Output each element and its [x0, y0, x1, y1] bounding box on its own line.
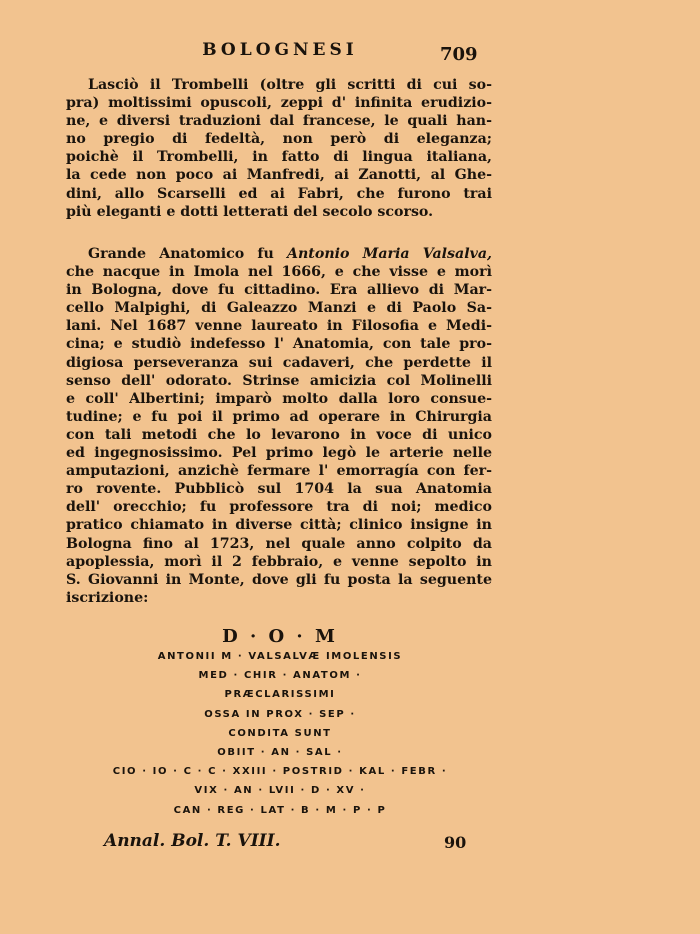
text-line: senso dell' odorato. Strinse amicizia col Molinelli — [66, 372, 492, 389]
text-line: ed ingegnosissimo. Pel primo legò le arterie nelle — [66, 445, 492, 462]
text-line: iscrizione: — [66, 589, 149, 606]
text-line: Bologna fino al 1723, nel quale anno colpito da — [66, 535, 492, 552]
inscription-line: CONDITA SUNT — [228, 727, 332, 739]
running-header: BOLOGNESI — [202, 40, 358, 60]
text-line: cello Malpighi, di Galeazzo Manzi e di Paolo Sa- — [66, 300, 492, 317]
text-line: che nacque in Imola nel 1666, e che visse e morì — [66, 264, 492, 281]
inscription-line: OBIIT · AN · SAL · — [217, 747, 343, 759]
text-line: Lasciò il Trombelli (oltre gli scritti di cui so- — [88, 77, 492, 93]
text-line: pra) moltissimi opuscoli, zeppi d' infinita erudizio- — [66, 95, 492, 112]
text-line: ro rovente. Pubblicò sul 1704 la sua Anatomia — [66, 481, 492, 498]
text-line: dini, allo Scarselli ed ai Fabri, che furono trai — [66, 185, 492, 202]
signature-mark: Annal. Bol. T. VIII. — [104, 831, 281, 851]
text-line: lani. Nel 1687 venne laureato in Filosofia e Medi- — [66, 318, 492, 335]
paragraph-trombelli — [66, 76, 492, 221]
text-line: cina; e studiò indefesso l' Anatomia, con tale pro- — [66, 336, 492, 353]
text-line: e coll' Albertini; imparò molto dalla loro consue- — [66, 390, 492, 407]
inscription-line: VIX · AN · LVII · D · XV · — [194, 785, 366, 797]
text-line: più eleganti e dotti letterati del secolo scorso. — [66, 203, 434, 220]
inscription-line: PRÆCLARISSIMI — [224, 689, 336, 701]
inscription-line: MED · CHIR · ANATOM · — [198, 670, 362, 682]
text-line: la cede non poco ai Manfredi, ai Zanotti, al Ghe- — [66, 167, 492, 184]
epitaph-inscription — [0, 626, 560, 820]
text-line: con tali metodi che lo levarono in voce di unico — [66, 426, 492, 443]
text-line: pratico chiamato in diverse città; clinico insigne in — [66, 517, 492, 534]
text-line: S. Giovanni in Monte, dove gli fu posta la seguente — [66, 571, 492, 588]
text-line: dell' orecchio; fu professore tra di noi; medico — [66, 499, 492, 516]
text-line: tudine; e fu poi il primo ad operare in Chirurgia — [66, 408, 492, 425]
text-prefix: Grande Anatomico fu — [88, 246, 287, 262]
inscription-line: ANTONII M · VALSALVÆ IMOLENSIS — [157, 651, 403, 662]
text-line: no pregio di fedeltà, non però di eleganza; — [66, 131, 492, 148]
inscription-heading: D · O · M — [222, 626, 338, 647]
text-line: in Bologna, dove fu cittadino. Era allievo di Mar- — [66, 282, 492, 299]
text-line: ne, e diversi traduzioni dal francese, le quali han- — [66, 113, 492, 130]
text-line: apoplessia, morì il 2 febbraio, e venne sepolto in — [66, 553, 492, 570]
inscription-line: CIO · IO · C · C · XXIII · POSTRID · KAL · FEBR · — [112, 766, 448, 778]
signature-number: 90 — [444, 833, 467, 852]
text-line: digiosa perseveranza sui cadaveri, che perdette il — [66, 354, 492, 371]
paragraph-valsalva — [66, 245, 492, 607]
text-line — [66, 245, 492, 263]
inscription-line: OSSA IN PROX · SEP · — [204, 708, 356, 720]
text-line: amputazioni, anzichè fermare l' emorragía con fer- — [66, 463, 492, 480]
inscription-line: CAN · REG · LAT · B · M · P · P — [173, 804, 387, 816]
text-line: poichè il Trombelli, in fatto di lingua italiana, — [66, 149, 492, 166]
page-number: 709 — [440, 44, 478, 65]
person-name: Antonio Maria Valsalva, — [286, 246, 492, 262]
